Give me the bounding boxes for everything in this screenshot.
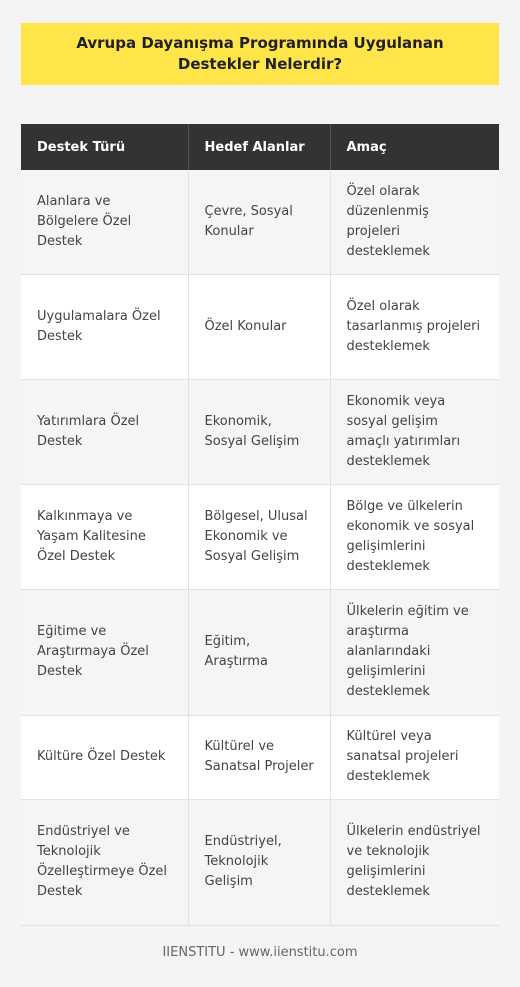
cell-hedef-alanlar: Endüstriyel, Teknolojik Gelişim <box>188 799 330 925</box>
table-row <box>21 484 499 589</box>
cell-amac: Ülkelerin endüstriyel ve teknolojik gelişimlerini desteklemek <box>330 799 499 925</box>
cell-amac: Özel olarak düzenlenmiş projeleri desteklemek <box>330 170 499 274</box>
cell-hedef-alanlar: Özel Konular <box>188 274 330 379</box>
cell-destek-turu: Alanlara ve Bölgelere Özel Destek <box>21 170 188 274</box>
table-row <box>21 715 499 799</box>
cell-hedef-alanlar: Bölgesel, Ulusal Ekonomik ve Sosyal Gelişim <box>188 484 330 589</box>
cell-destek-turu: Yatırımlara Özel Destek <box>21 379 188 484</box>
page-title: Avrupa Dayanışma Programında Uygulanan Destekler Nelerdir? <box>76 34 444 73</box>
cell-destek-turu: Kalkınmaya ve Yaşam Kalitesine Özel Destek <box>21 484 188 589</box>
table-row <box>21 170 499 274</box>
column-header-hedef-alanlar: Hedef Alanlar <box>188 124 330 170</box>
footer-credit: IIENSTITU - www.iienstitu.com <box>162 945 358 960</box>
cell-hedef-alanlar: Ekonomik, Sosyal Gelişim <box>188 379 330 484</box>
table-header-row <box>21 124 499 170</box>
cell-amac: Özel olarak tasarlanmış projeleri desteklemek <box>330 274 499 379</box>
title-banner <box>21 23 499 85</box>
column-header-amac: Amaç <box>330 124 499 170</box>
cell-amac: Ekonomik veya sosyal gelişim amaçlı yatırımları desteklemek <box>330 379 499 484</box>
table-row <box>21 274 499 379</box>
cell-destek-turu: Endüstriyel ve Teknolojik Özelleştirmeye Özel Destek <box>21 799 188 925</box>
cell-destek-turu: Eğitime ve Araştırmaya Özel Destek <box>21 589 188 715</box>
table-row <box>21 799 499 925</box>
cell-amac: Kültürel veya sanatsal projeleri desteklemek <box>330 715 499 799</box>
cell-amac: Ülkelerin eğitim ve araştırma alanlarındaki gelişimlerini desteklemek <box>330 589 499 715</box>
table-row <box>21 379 499 484</box>
cell-destek-turu: Kültüre Özel Destek <box>21 715 188 799</box>
cell-hedef-alanlar: Çevre, Sosyal Konular <box>188 170 330 274</box>
cell-hedef-alanlar: Kültürel ve Sanatsal Projeler <box>188 715 330 799</box>
column-header-destek-turu: Destek Türü <box>21 124 188 170</box>
support-table <box>21 124 499 926</box>
cell-hedef-alanlar: Eğitim, Araştırma <box>188 589 330 715</box>
cell-amac: Bölge ve ülkelerin ekonomik ve sosyal gelişimlerini desteklemek <box>330 484 499 589</box>
cell-destek-turu: Uygulamalara Özel Destek <box>21 274 188 379</box>
table-row <box>21 589 499 715</box>
